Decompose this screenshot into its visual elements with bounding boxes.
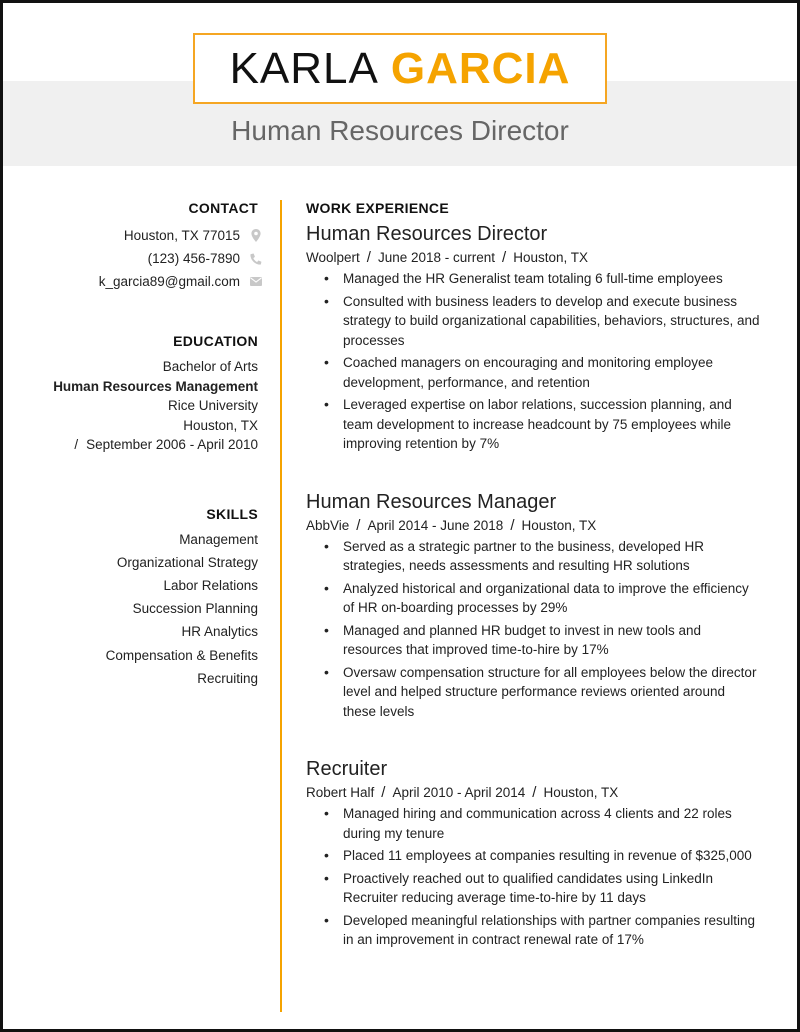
skill-item: Organizational Strategy [116, 554, 258, 570]
job-entry [306, 490, 761, 722]
bullet-item: • Served as a strategic partner to the business, developed HR strategies, needs assessments and resulting HR solutions [306, 537, 761, 576]
skills-section [40, 506, 258, 690]
location-pin-icon [250, 229, 262, 243]
job-meta [306, 517, 761, 534]
first-name: KARLA [229, 43, 379, 93]
school-location: Houston, TX [183, 417, 258, 433]
column-divider [280, 200, 282, 1012]
work-experience-title: WORK EXPERIENCE [306, 200, 449, 216]
education-slash: / [74, 437, 79, 452]
meta-separator: / [381, 784, 386, 801]
bullet-item: • Leveraged expertise on labor relations, succession planning, and team development to increase headcount by 75 employees while improving retention by 7% [306, 395, 761, 454]
contact-phone-text: (123) 456-7890 [147, 251, 240, 266]
last-name: GARCIA [390, 43, 571, 93]
degree: Bachelor of Arts [162, 359, 258, 374]
bullet-item: • Proactively reached out to qualified candidates using LinkedIn Recruiter reducing average time-to-hire by 11 days [306, 869, 761, 908]
job-bullets [306, 537, 761, 722]
job-title: Human Resources Director [306, 223, 548, 245]
job-location: Houston, TX [543, 785, 619, 800]
bullet-item: • Placed 11 employees at companies resulting in revenue of $325,000 [306, 846, 761, 866]
contact-section [40, 200, 262, 293]
meta-separator: / [356, 516, 361, 534]
contact-phone [40, 247, 262, 270]
skill-item: HR Analytics [181, 624, 258, 640]
bullet-item: • Oversaw compensation structure for all employees below the director level and helped structure performance reviews oriented around these levels [306, 663, 761, 722]
bullet-item: • Managed the HR Generalist team totaling 6 full-time employees [306, 269, 761, 289]
contact-email-text: k_garcia89@gmail.com [98, 274, 240, 289]
skill-item: Recruiting [197, 670, 258, 686]
meta-separator: / [532, 784, 537, 801]
education-dates: September 2006 - April 2010 [86, 437, 258, 452]
skill-item: Succession Planning [132, 601, 258, 617]
skills-title: SKILLS [206, 505, 258, 522]
major: Human Resources Management [53, 378, 258, 394]
job-company: Robert Half [306, 785, 375, 800]
meta-separator: / [366, 249, 371, 266]
contact-email [40, 270, 262, 293]
job-bullets [306, 269, 761, 454]
job-title: Human Resources Manager [306, 490, 557, 513]
phone-icon [250, 252, 262, 266]
bullet-item: • Developed meaningful relationships with partner companies resulting in an improvement in contract renewal rate of 17% [306, 911, 761, 950]
job-headline: Human Resources Director [231, 115, 569, 146]
job-location: Houston, TX [521, 517, 597, 533]
skill-item: Management [179, 531, 258, 547]
job-dates: April 2014 - June 2018 [367, 517, 504, 533]
email-icon [250, 275, 262, 289]
job-company: Woolpert [306, 250, 360, 265]
sidebar [40, 200, 258, 690]
bullet-item: • Coached managers on encouraging and monitoring employee development, performance, and retention [306, 353, 761, 392]
contact-location [40, 224, 262, 247]
education-section [40, 333, 258, 455]
job-location: Houston, TX [513, 250, 588, 265]
job-dates: April 2010 - April 2014 [392, 785, 526, 800]
education-title: EDUCATION [173, 333, 258, 349]
job-dates: June 2018 - current [377, 250, 496, 265]
school: Rice University [167, 398, 258, 413]
contact-location-text: Houston, TX 77015 [123, 228, 240, 243]
job-entry [306, 222, 761, 454]
bullet-item: • Analyzed historical and organizational data to improve the efficiency of HR on-boarding processes by 29% [306, 579, 761, 618]
job-meta [306, 784, 761, 801]
meta-separator: / [502, 249, 507, 266]
skill-item: Compensation & Benefits [105, 647, 258, 663]
bullet-item: • Managed and planned HR budget to invest in new tools and resources that improved time-to-hire by 17% [306, 621, 761, 660]
bullet-item: • Managed hiring and communication across 4 clients and 22 roles during my tenure [306, 804, 761, 843]
contact-title: CONTACT [188, 200, 258, 216]
job-entry [306, 757, 761, 950]
bullet-item: • Consulted with business leaders to develop and execute business strategy to build organizational capabilities, behaviors, structures, and processes [306, 292, 761, 351]
education-dates-row [40, 435, 258, 455]
job-company: AbbVie [306, 517, 350, 533]
meta-separator: / [510, 516, 515, 534]
main-content [306, 200, 761, 986]
job-meta [306, 249, 761, 266]
job-bullets [306, 804, 761, 950]
skill-item: Labor Relations [163, 577, 258, 593]
job-title: Recruiter [306, 758, 388, 780]
name-box [193, 33, 607, 104]
